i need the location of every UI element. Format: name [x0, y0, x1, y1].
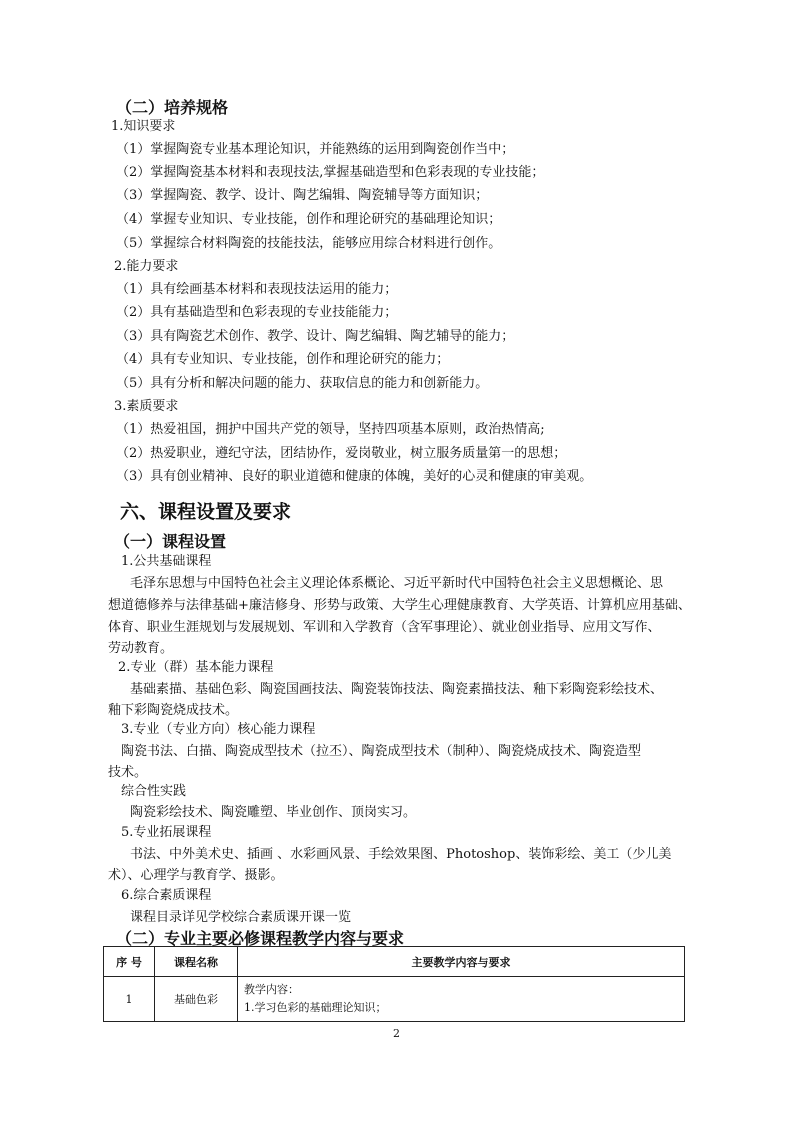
practice-title: 综合性实践 — [121, 784, 187, 799]
table-row — [104, 977, 685, 1022]
core-courses-line-1: 陶瓷书法、白描、陶瓷成型技术（拉丕）、陶瓷成型技术（制种）、陶瓷烧成技术、陶瓷造型 — [121, 744, 642, 759]
knowledge-item-5: （5）掌握综合材料陶瓷的技能技法，能够应用综合材料进行创作。 — [116, 236, 502, 251]
quality-item-2: （2）热爱职业，遵纪守法，团结协作，爱岗敬业，树立服务质量第一的思想； — [116, 446, 567, 461]
row-content-line-2: 1.学习色彩的基础理论知识； — [244, 1001, 387, 1014]
row-no: 1 — [104, 977, 155, 1022]
ability-title: 2.能力要求 — [114, 259, 179, 274]
header-content: 主要教学内容与要求 — [238, 947, 685, 977]
ability-item-5: （5）具有分析和解决问题的能力、获取信息的能力和创新能力。 — [116, 376, 489, 391]
ability-item-2: （2）具有基础造型和色彩表现的专业技能能力； — [116, 305, 398, 320]
knowledge-item-2: （2）掌握陶瓷基本材料和表现技法,掌握基础造型和色彩表现的专业技能； — [116, 165, 545, 180]
basic-courses-line-1: 基础素描、基础色彩、陶瓷国画技法、陶瓷装饰技法、陶瓷素描技法、釉下彩陶瓷彩绘技术、 — [130, 682, 664, 697]
knowledge-item-4: （4）掌握专业知识、专业技能，创作和理论研究的基础理论知识； — [116, 212, 502, 227]
page-number: 2 — [393, 1027, 400, 1040]
public-courses-line-1: 毛泽东思想与中国特色社会主义理论体系概论、习近平新时代中国特色社会主义思想概论、思 — [130, 576, 664, 591]
course-table — [103, 946, 685, 1022]
ability-item-1: （1）具有绘画基本材料和表现技法运用的能力； — [116, 282, 398, 297]
section-heading-training: （二）培养规格 — [116, 98, 229, 117]
row-content-line-1: 教学内容： — [244, 983, 299, 996]
header-no: 序 号 — [104, 947, 155, 977]
core-courses-line-2: 技术。 — [108, 765, 148, 780]
knowledge-item-1: （1）掌握陶瓷专业基本理论知识，并能熟练的运用到陶瓷创作当中； — [116, 142, 515, 157]
public-courses-line-2: 想道德修养与法律基础+廉洁修身、形势与政策、大学生心理健康教育、大学英语、计算机应用基础、 — [108, 598, 691, 613]
section-heading-course-setting: （一）课程设置 — [114, 532, 227, 551]
knowledge-title: 1.知识要求 — [111, 119, 176, 134]
knowledge-item-3: （3）掌握陶瓷、教学、设计、陶艺编辑、陶瓷辅导等方面知识； — [116, 188, 489, 203]
quality-item-1: （1）热爱祖国，拥护中国共产党的领导，坚持四项基本原则，政治热情高; — [116, 422, 545, 437]
row-course-name: 基础色彩 — [155, 977, 238, 1022]
practice-line-1: 陶瓷彩绘技术、陶瓷雕塑、毕业创作、顶岗实习。 — [130, 805, 417, 820]
general-courses-title: 6.综合素质课程 — [121, 888, 212, 903]
section-title-courses: 六、课程设置及要求 — [120, 501, 292, 523]
public-courses-line-3: 体育、职业生涯规划与发展规划、军训和入学教育（含军事理论）、就业创业指导、应用文写作、 — [108, 620, 661, 635]
core-courses-title: 3.专业（专业方向）核心能力课程 — [121, 722, 316, 737]
public-courses-line-4: 劳动教育。 — [108, 641, 174, 656]
public-courses-title: 1.公共基础课程 — [121, 554, 212, 569]
row-content — [238, 977, 685, 1022]
general-courses-line-1: 课程目录详见学校综合素质课开课一览 — [130, 910, 352, 925]
quality-item-3: （3）具有创业精神、良好的职业道德和健康的体魄，美好的心灵和健康的审美观。 — [116, 469, 593, 484]
extension-courses-title: 5.专业拓展课程 — [121, 825, 212, 840]
ability-item-3: （3）具有陶瓷艺术创作、教学、设计、陶艺编辑、陶艺辅导的能力； — [116, 329, 515, 344]
table-header-row — [104, 947, 685, 977]
extension-courses-line-2: 术）、心理学与教育学、摄影。 — [108, 868, 284, 883]
basic-courses-title: 2.专业（群）基本能力课程 — [118, 660, 274, 675]
quality-title: 3.素质要求 — [114, 399, 179, 414]
section-heading-main-courses: （二）专业主要必修课程教学内容与要求 — [116, 929, 405, 948]
header-course-name: 课程名称 — [155, 947, 238, 977]
ability-item-4: （4）具有专业知识、专业技能，创作和理论研究的能力； — [116, 352, 450, 367]
extension-courses-line-1: 书法、中外美术史、插画 、水彩画风景、手绘效果图、Photoshop、装饰彩绘、美工（少儿美 — [130, 847, 672, 862]
basic-courses-line-2: 釉下彩陶瓷烧成技术。 — [108, 703, 239, 718]
